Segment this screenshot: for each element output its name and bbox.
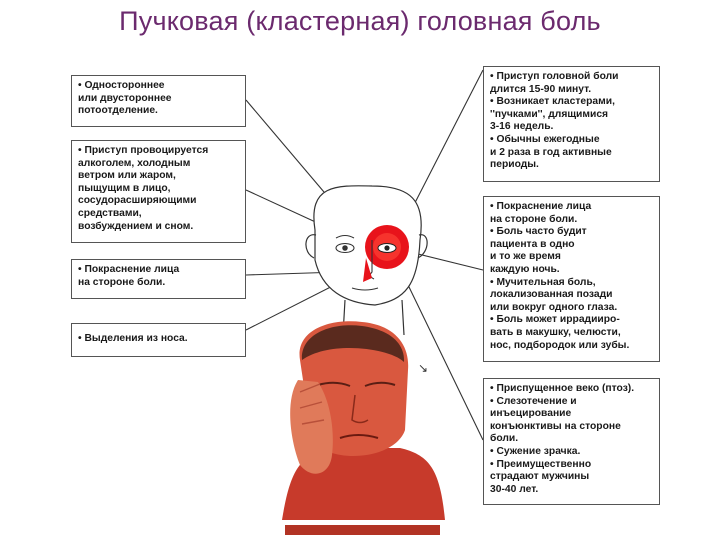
box-line: • Сужение зрачка.: [490, 445, 581, 457]
box-line: возбуждением и сном.: [78, 220, 194, 232]
box-line: ветром или жаром,: [78, 170, 176, 182]
box-line: 30-40 лет.: [490, 483, 539, 495]
box-line: • Обычны ежегодные: [490, 133, 600, 145]
box-line: • Мучительная боль,: [490, 276, 596, 288]
left-box-redness: [71, 259, 246, 299]
box-line: на стороне боли.: [78, 276, 166, 288]
box-line: • Покраснение лица: [490, 201, 592, 212]
box-line: периоды.: [490, 159, 539, 171]
box-line: • Покраснение лица: [78, 264, 180, 275]
box-line: сосудорасширяющими: [78, 195, 197, 207]
right-box-attack-duration: [483, 66, 660, 182]
box-line: • Приспущенное веко (птоз).: [490, 383, 635, 394]
box-line: инъецирование: [490, 408, 572, 420]
box-line: • Возникает кластерами,: [490, 96, 615, 108]
box-line: на стороне боли.: [490, 213, 578, 225]
box-line: и 2 раза в год активные: [490, 146, 612, 158]
right-box-eye-symptoms: [483, 378, 660, 505]
left-box-triggers: [71, 140, 246, 243]
box-line: • Приступ провоцируется: [78, 145, 209, 156]
box-line: средствами,: [78, 207, 142, 219]
box-line: страдают мужчины: [490, 471, 590, 483]
box-line: пыщущим в лицо,: [78, 182, 171, 194]
box-line: вать в макушку, челюсти,: [490, 326, 621, 338]
box-line: • Выделения из носа.: [78, 333, 188, 344]
right-box-pain-character: [483, 196, 660, 362]
box-line: потоотделение.: [78, 105, 158, 117]
box-line: • Боль часто будит: [490, 226, 587, 238]
patient-portrait: [282, 321, 445, 535]
svg-text:↘: ↘: [418, 361, 429, 375]
left-box-nasal: [71, 323, 246, 357]
page-title: Пучковая (кластерная) головная боль: [119, 6, 601, 36]
box-line: конъюнктивы на стороне: [490, 420, 621, 432]
box-line: каждую ночь.: [490, 263, 560, 275]
box-line: или двустороннее: [78, 92, 172, 104]
box-line: пациента в одно: [490, 238, 575, 250]
box-line: или вокруг одного глаза.: [490, 301, 618, 313]
left-box-sweating: [71, 75, 246, 127]
box-line: • Слезотечение и: [490, 395, 577, 407]
box-line: боли.: [490, 433, 519, 445]
box-line: • Боль может иррадииро-: [490, 314, 620, 326]
box-line: ''пучками'', длящимися: [490, 108, 609, 120]
box-line: нос, подбородок или зубы.: [490, 339, 630, 351]
box-line: • Одностороннее: [78, 80, 165, 91]
box-line: алкоголем, холодным: [78, 157, 191, 169]
box-line: • Приступ головной боли: [490, 71, 619, 82]
box-line: локализованная позади: [490, 289, 613, 301]
box-line: 3-16 недель.: [490, 121, 554, 133]
box-line: и то же время: [490, 251, 561, 263]
box-line: • Преимущественно: [490, 458, 592, 470]
box-line: длится 15-90 минут.: [490, 83, 592, 95]
